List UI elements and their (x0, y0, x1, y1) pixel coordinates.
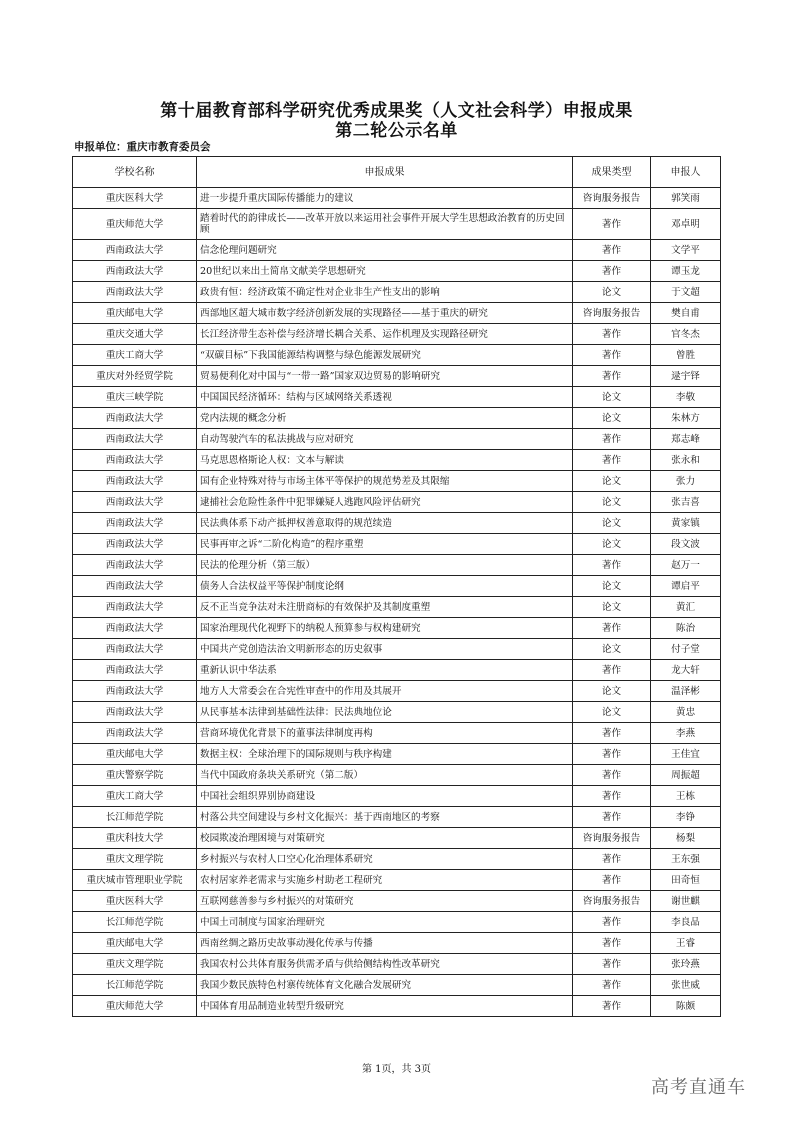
applicant-cell: 官冬杰 (651, 324, 721, 345)
document-title-line-2: 第二轮公示名单 (335, 121, 458, 141)
table-row (73, 450, 721, 471)
school-cell: 重庆工商大学 (73, 786, 197, 807)
type-cell: 论文 (573, 597, 651, 618)
table-row (73, 849, 721, 870)
achievement-cell: 西南丝绸之路历史故事动漫化传承与传播 (197, 933, 573, 954)
school-cell: 西南政法大学 (73, 450, 197, 471)
type-cell: 咨询服务报告 (573, 891, 651, 912)
school-cell: 西南政法大学 (73, 576, 197, 597)
school-cell: 西南政法大学 (73, 702, 197, 723)
achievement-cell: 西部地区超大城市数字经济创新发展的实现路径——基于重庆的研究 (197, 303, 573, 324)
type-cell: 论文 (573, 576, 651, 597)
table-row (73, 702, 721, 723)
achievement-cell: 从民事基本法律到基础性法律：民法典地位论 (197, 702, 573, 723)
type-cell: 著作 (573, 261, 651, 282)
applicant-cell: 田奇恒 (651, 870, 721, 891)
achievement-cell: 逮捕社会危险性条件中犯罪嫌疑人逃跑风险评估研究 (197, 492, 573, 513)
achievement-cell: 政贵有恒：经济政策不确定性对企业非生产性支出的影响 (197, 282, 573, 303)
table-row (73, 429, 721, 450)
applicant-cell: 李敬 (651, 387, 721, 408)
table-row (73, 954, 721, 975)
column-header-school: 学校名称 (73, 157, 197, 188)
table-row (73, 408, 721, 429)
type-cell: 著作 (573, 912, 651, 933)
applicant-cell: 文学平 (651, 240, 721, 261)
school-cell: 西南政法大学 (73, 282, 197, 303)
school-cell: 西南政法大学 (73, 408, 197, 429)
type-cell: 著作 (573, 870, 651, 891)
applicant-cell: 逯宇铎 (651, 366, 721, 387)
table-row (73, 597, 721, 618)
school-cell: 重庆师范大学 (73, 209, 197, 240)
achievement-cell: 中国社会组织界别协商建设 (197, 786, 573, 807)
school-cell: 西南政法大学 (73, 723, 197, 744)
table-row (73, 828, 721, 849)
achievement-cell: 我国少数民族特色村寨传统体育文化融合发展研究 (197, 975, 573, 996)
achievement-cell: 国家治理现代化视野下的纳税人预算参与权构建研究 (197, 618, 573, 639)
school-cell: 重庆邮电大学 (73, 744, 197, 765)
type-cell: 论文 (573, 408, 651, 429)
achievement-cell: 进一步提升重庆国际传播能力的建议 (197, 188, 573, 209)
table-row (73, 282, 721, 303)
table-row (73, 933, 721, 954)
table-row (73, 912, 721, 933)
school-cell: 重庆交通大学 (73, 324, 197, 345)
applicant-cell: 王睿 (651, 933, 721, 954)
achievement-cell: 数据主权：全球治理下的国际规则与秩序构建 (197, 744, 573, 765)
achievement-cell: 中国共产党创造法治文明新形态的历史叙事 (197, 639, 573, 660)
column-header-applicant: 申报人 (651, 157, 721, 188)
applicant-cell: 谭启平 (651, 576, 721, 597)
type-cell: 论文 (573, 492, 651, 513)
school-cell: 西南政法大学 (73, 240, 197, 261)
achievement-cell: 反不正当竞争法对未注册商标的有效保护及其制度重塑 (197, 597, 573, 618)
table-row (73, 807, 721, 828)
table-row (73, 240, 721, 261)
type-cell: 咨询服务报告 (573, 828, 651, 849)
applicant-cell: 朱林方 (651, 408, 721, 429)
type-cell: 论文 (573, 639, 651, 660)
type-cell: 著作 (573, 975, 651, 996)
type-cell: 论文 (573, 534, 651, 555)
table-row (73, 555, 721, 576)
school-cell: 长江师范学院 (73, 807, 197, 828)
achievement-cell: 校园欺凌治理困境与对策研究 (197, 828, 573, 849)
table-row (73, 387, 721, 408)
table-row (73, 471, 721, 492)
applicant-cell: 王佳宜 (651, 744, 721, 765)
table-row (73, 996, 721, 1017)
applicant-cell: 王栋 (651, 786, 721, 807)
table-row (73, 345, 721, 366)
school-cell: 西南政法大学 (73, 681, 197, 702)
applicant-cell: 杨梨 (651, 828, 721, 849)
achievement-cell: 民法的伦理分析（第三版） (197, 555, 573, 576)
table-row (73, 576, 721, 597)
table-row (73, 639, 721, 660)
applicant-cell: 谢世麒 (651, 891, 721, 912)
results-table (72, 156, 721, 1017)
type-cell: 论文 (573, 702, 651, 723)
applicant-cell: 陈颇 (651, 996, 721, 1017)
type-cell: 著作 (573, 849, 651, 870)
type-cell: 著作 (573, 954, 651, 975)
page-number: 第 1页，共 3页 (361, 1064, 432, 1075)
table-row (73, 303, 721, 324)
column-header-type: 成果类型 (573, 157, 651, 188)
school-cell: 西南政法大学 (73, 639, 197, 660)
applicant-cell: 陈治 (651, 618, 721, 639)
table-row (73, 324, 721, 345)
school-cell: 重庆邮电大学 (73, 303, 197, 324)
school-cell: 西南政法大学 (73, 534, 197, 555)
applicant-cell: 黄忠 (651, 702, 721, 723)
school-cell: 长江师范学院 (73, 912, 197, 933)
achievement-cell: 中国土司制度与国家治理研究 (197, 912, 573, 933)
school-cell: 西南政法大学 (73, 261, 197, 282)
table-row (73, 492, 721, 513)
achievement-cell: 信念伦理问题研究 (197, 240, 573, 261)
table-row (73, 534, 721, 555)
achievement-cell: 营商环境优化背景下的董事法律制度再构 (197, 723, 573, 744)
table-row (73, 209, 721, 240)
school-cell: 西南政法大学 (73, 492, 197, 513)
achievement-cell: 村落公共空间建设与乡村文化振兴：基于西南地区的考察 (197, 807, 573, 828)
type-cell: 论文 (573, 282, 651, 303)
school-cell: 重庆对外经贸学院 (73, 366, 197, 387)
achievement-cell: 国有企业特殊对待与市场主体平等保护的规范势差及其限缩 (197, 471, 573, 492)
school-cell: 重庆科技大学 (73, 828, 197, 849)
school-cell: 重庆城市管理职业学院 (73, 870, 197, 891)
table-row (73, 870, 721, 891)
applicant-unit: 申报单位：重庆市教育委员会 (74, 141, 211, 153)
type-cell: 著作 (573, 765, 651, 786)
achievement-cell: 乡村振兴与农村人口空心化治理体系研究 (197, 849, 573, 870)
applicant-cell: 张永和 (651, 450, 721, 471)
table-row (73, 786, 721, 807)
type-cell: 著作 (573, 723, 651, 744)
applicant-cell: 黄汇 (651, 597, 721, 618)
applicant-cell: 邓卓明 (651, 209, 721, 240)
achievement-cell: “双碳目标”下我国能源结构调整与绿色能源发展研究 (197, 345, 573, 366)
table-row (73, 261, 721, 282)
applicant-cell: 张玲燕 (651, 954, 721, 975)
type-cell: 著作 (573, 240, 651, 261)
type-cell: 著作 (573, 450, 651, 471)
type-cell: 著作 (573, 324, 651, 345)
school-cell: 西南政法大学 (73, 471, 197, 492)
applicant-cell: 温泽彬 (651, 681, 721, 702)
achievement-cell: 当代中国政府条块关系研究（第二版） (197, 765, 573, 786)
type-cell: 咨询服务报告 (573, 188, 651, 209)
type-cell: 著作 (573, 429, 651, 450)
achievement-cell: 长江经济带生态补偿与经济增长耦合关系、运作机理及实现路径研究 (197, 324, 573, 345)
applicant-cell: 周振超 (651, 765, 721, 786)
type-cell: 著作 (573, 933, 651, 954)
achievement-cell: 互联网慈善参与乡村振兴的对策研究 (197, 891, 573, 912)
type-cell: 著作 (573, 366, 651, 387)
achievement-cell: 重新认识中华法系 (197, 660, 573, 681)
school-cell: 重庆医科大学 (73, 188, 197, 209)
type-cell: 著作 (573, 996, 651, 1017)
school-cell: 重庆医科大学 (73, 891, 197, 912)
achievement-cell: 自动驾驶汽车的私法挑战与应对研究 (197, 429, 573, 450)
achievement-cell: 地方人大常委会在合宪性审查中的作用及其展开 (197, 681, 573, 702)
table-row (73, 366, 721, 387)
type-cell: 著作 (573, 209, 651, 240)
applicant-cell: 赵万一 (651, 555, 721, 576)
school-cell: 重庆工商大学 (73, 345, 197, 366)
type-cell: 著作 (573, 555, 651, 576)
school-cell: 西南政法大学 (73, 513, 197, 534)
type-cell: 著作 (573, 807, 651, 828)
table-row (73, 975, 721, 996)
type-cell: 论文 (573, 387, 651, 408)
applicant-cell: 李铮 (651, 807, 721, 828)
table-body (73, 188, 721, 1017)
school-cell: 重庆师范大学 (73, 996, 197, 1017)
achievement-cell: 中国体育用品制造业转型升级研究 (197, 996, 573, 1017)
type-cell: 著作 (573, 744, 651, 765)
applicant-cell: 黄家镇 (651, 513, 721, 534)
applicant-cell: 付子堂 (651, 639, 721, 660)
applicant-cell: 张世威 (651, 975, 721, 996)
applicant-cell: 樊自甫 (651, 303, 721, 324)
type-cell: 论文 (573, 681, 651, 702)
table-row (73, 188, 721, 209)
applicant-cell: 段文波 (651, 534, 721, 555)
applicant-cell: 李良品 (651, 912, 721, 933)
applicant-cell: 王东强 (651, 849, 721, 870)
applicant-cell: 郭笑雨 (651, 188, 721, 209)
achievement-cell: 20世纪以来出土简帛文献美学思想研究 (197, 261, 573, 282)
school-cell: 重庆三峡学院 (73, 387, 197, 408)
achievement-cell: 踏着时代的韵律成长——改革开放以来运用社会事件开展大学生思想政治教育的历史回顾 (197, 209, 573, 240)
table-row (73, 660, 721, 681)
achievement-cell: 贸易便利化对中国与“一带一路”国家双边贸易的影响研究 (197, 366, 573, 387)
type-cell: 著作 (573, 660, 651, 681)
document-title-line-1: 第十届教育部科学研究优秀成果奖（人文社会科学）申报成果 (160, 101, 633, 121)
achievement-cell: 马克思恩格斯论人权：文本与解读 (197, 450, 573, 471)
applicant-cell: 郑志峰 (651, 429, 721, 450)
type-cell: 著作 (573, 618, 651, 639)
applicant-cell: 于文超 (651, 282, 721, 303)
achievement-cell: 民事再审之诉“二阶化构造”的程序重塑 (197, 534, 573, 555)
achievement-cell: 民法典体系下动产抵押权善意取得的规范续造 (197, 513, 573, 534)
achievement-cell: 债务人合法权益平等保护制度论纲 (197, 576, 573, 597)
table-row (73, 891, 721, 912)
applicant-cell: 谭玉龙 (651, 261, 721, 282)
achievement-cell: 我国农村公共体育服务供需矛盾与供给侧结构性改革研究 (197, 954, 573, 975)
achievement-cell: 农村居家养老需求与实施乡村助老工程研究 (197, 870, 573, 891)
applicant-cell: 张吉喜 (651, 492, 721, 513)
column-header-achievement: 申报成果 (197, 157, 573, 188)
school-cell: 西南政法大学 (73, 660, 197, 681)
school-cell: 重庆邮电大学 (73, 933, 197, 954)
achievement-cell: 中国国民经济循环：结构与区域网络关系透视 (197, 387, 573, 408)
school-cell: 西南政法大学 (73, 555, 197, 576)
school-cell: 长江师范学院 (73, 975, 197, 996)
school-cell: 重庆警察学院 (73, 765, 197, 786)
applicant-cell: 曾胜 (651, 345, 721, 366)
applicant-cell: 李燕 (651, 723, 721, 744)
table-row (73, 618, 721, 639)
school-cell: 西南政法大学 (73, 597, 197, 618)
table-header-row (73, 157, 721, 188)
applicant-cell: 张力 (651, 471, 721, 492)
table-row (73, 765, 721, 786)
type-cell: 论文 (573, 471, 651, 492)
applicant-cell: 龙大轩 (651, 660, 721, 681)
type-cell: 著作 (573, 345, 651, 366)
achievement-cell: 党内法规的概念分析 (197, 408, 573, 429)
type-cell: 著作 (573, 786, 651, 807)
table-row (73, 513, 721, 534)
table-row (73, 744, 721, 765)
type-cell: 咨询服务报告 (573, 303, 651, 324)
table-row (73, 681, 721, 702)
watermark-logo: 高考直通车 (651, 1077, 746, 1098)
table-row (73, 723, 721, 744)
school-cell: 西南政法大学 (73, 618, 197, 639)
type-cell: 论文 (573, 513, 651, 534)
school-cell: 重庆文理学院 (73, 849, 197, 870)
school-cell: 西南政法大学 (73, 429, 197, 450)
school-cell: 重庆文理学院 (73, 954, 197, 975)
